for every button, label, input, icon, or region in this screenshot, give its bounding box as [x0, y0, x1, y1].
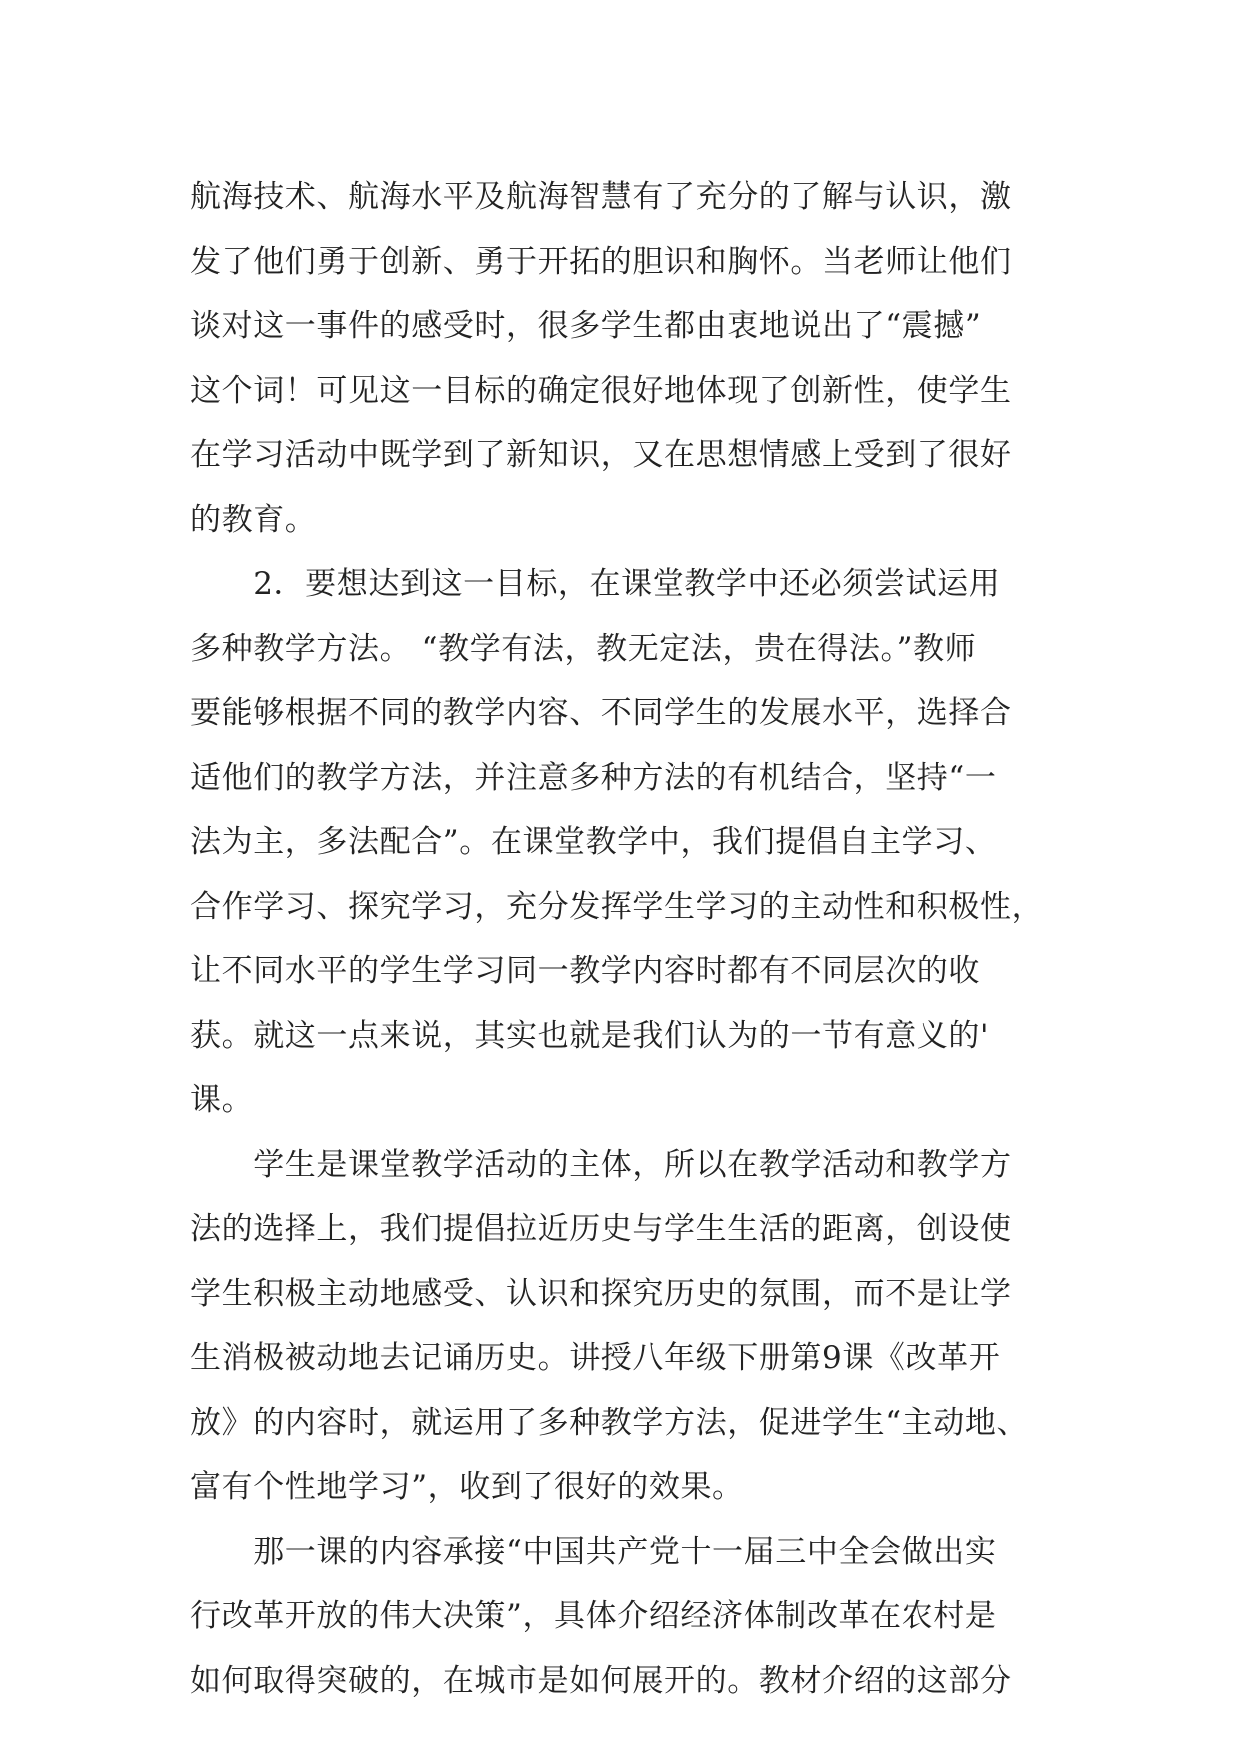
text-line: 如何取得突破的，在城市是如何展开的。教材介绍的这部分: [190, 1662, 1012, 1699]
text-line: 让不同水平的学生学习同一教学内容时都有不同层次的收: [190, 953, 980, 989]
text-line: 法为主，多法配合”。在课堂教学中，我们提倡自主学习、: [190, 824, 997, 860]
text-line: 放》的内容时，就运用了多种教学方法，促进学生“主动地、: [190, 1404, 1029, 1441]
text-line: 法的选择上，我们提倡拉近历史与学生生活的距离，创设使: [190, 1211, 1012, 1247]
text-line: 那一课的内容承接“中国共产党十一届三中全会做出实: [190, 1533, 997, 1570]
text-line: 2．要想达到这一目标，在课堂教学中还必须尝试运用: [190, 566, 1001, 602]
text-line: 行改革开放的伟大决策”，具体介绍经济体制改革在农村是: [190, 1598, 997, 1634]
text-line: 这个词！可见这一目标的确定很好地体现了创新性，使学生: [190, 372, 1012, 409]
text-line: 课。: [190, 1082, 254, 1118]
text-line: 的教育。: [190, 501, 317, 538]
text-line: 学生积极主动地感受、认识和探究历史的氛围，而不是让学: [190, 1275, 1012, 1312]
text-line: 航海技术、航海水平及航海智慧有了充分的了解与认识，激: [190, 179, 1012, 215]
text-line: 适他们的教学方法，并注意多种方法的有机结合，坚持“一: [190, 759, 997, 796]
text-line: 生消极被动地去记诵历史。讲授八年级下册第9课《改革开: [190, 1340, 1001, 1376]
text-line: 多种教学方法。 “教学有法，教无定法，贵在得法。”教师: [190, 630, 977, 667]
text-line: 学生是课堂教学活动的主体，所以在教学活动和教学方: [190, 1146, 1012, 1183]
text-line: 谈对这一事件的感受时，很多学生都由衷地说出了“震撼”: [190, 308, 982, 344]
text-line: 在学习活动中既学到了新知识，又在思想情感上受到了很好: [190, 437, 1012, 473]
text-line: 合作学习、探究学习，充分发挥学生学习的主动性和积极性，: [190, 888, 1044, 925]
text-line: 富有个性地学习”，收到了很好的效果。: [190, 1469, 744, 1505]
text-line: 要能够根据不同的教学内容、不同学生的发展水平，选择合: [190, 695, 1012, 731]
text-line: 获。就这一点来说，其实也就是我们认为的一节有意义的': [190, 1017, 990, 1054]
body-text: [190, 165, 1070, 1713]
text-line: 发了他们勇于创新、勇于开拓的胆识和胸怀。当老师让他们: [190, 243, 1012, 280]
